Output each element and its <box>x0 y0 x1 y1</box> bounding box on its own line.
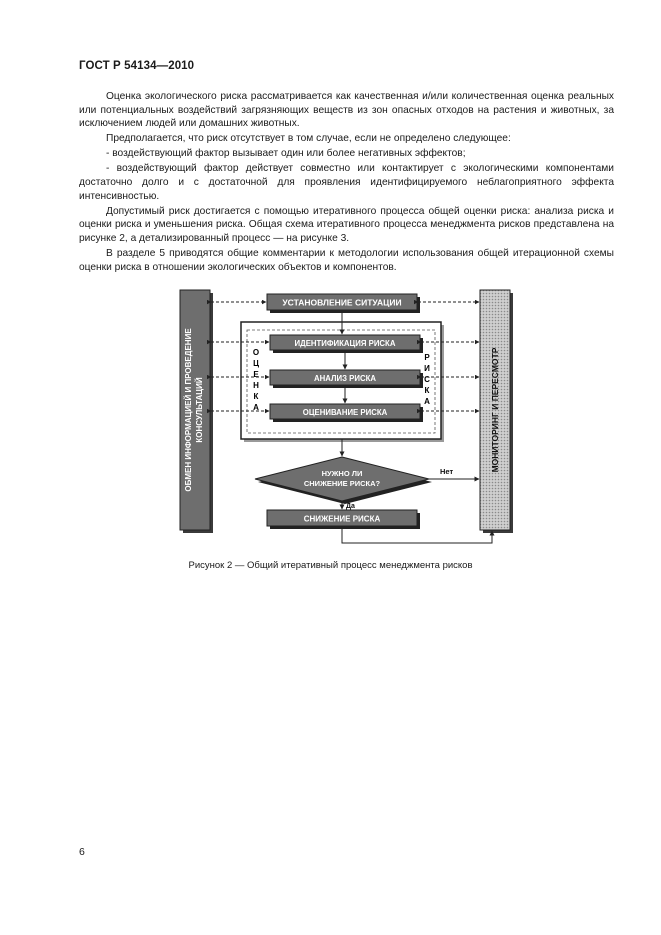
assessment-letter: К <box>253 392 259 401</box>
paragraph: В разделе 5 приводятся общие комментарии к методологии использования общей итерационной схемы оценки риска в отношении экологических объектов и компонентов. <box>79 248 614 273</box>
body-text <box>79 90 614 276</box>
assessment-letter: К <box>424 386 430 395</box>
no-label: Нет <box>440 467 454 476</box>
standard-header: ГОСТ Р 54134—2010 <box>79 60 195 72</box>
diagram-svg <box>170 280 520 555</box>
assessment-letter: Р <box>424 353 430 362</box>
risk-management-diagram <box>170 280 520 555</box>
evaluation-label: ОЦЕНИВАНИЕ РИСКА <box>302 408 388 417</box>
yes-label: Да <box>346 503 355 510</box>
identification-label: ИДЕНТИФИКАЦИЯ РИСКА <box>294 339 396 348</box>
context-label: УСТАНОВЛЕНИЕ СИТУАЦИИ <box>282 297 402 308</box>
analysis-label: АНАЛИЗ РИСКА <box>314 374 376 383</box>
paragraph: Предполагается, что риск отсутствует в том случае, если не определено следующее: <box>106 133 511 145</box>
list-item: - воздействующий фактор действует совместно или контактирует с экологическими компонентами достаточно долго и с достаточной для проявления идентифицируемого неблагоприятного эффекта интенсивностью. <box>79 163 614 202</box>
assessment-letter: А <box>424 397 430 406</box>
monitoring-label: МОНИТОРИНГ И ПЕРЕСМОТР <box>490 347 500 473</box>
page-number: 6 <box>79 846 85 858</box>
figure-caption: Рисунок 2 — Общий итеративный процесс менеджмента рисков <box>188 560 473 571</box>
decision-label-line2: СНИЖЕНИЕ РИСКА? <box>303 479 381 488</box>
list-item: - воздействующий фактор вызывает один или более негативных эффектов; <box>106 148 466 160</box>
assessment-letter: И <box>424 364 430 373</box>
assessment-letter: Н <box>253 381 259 390</box>
treatment-label: СНИЖЕНИЕ РИСКА <box>303 514 381 524</box>
assessment-letter: А <box>253 403 259 412</box>
assessment-letter: Е <box>253 370 259 379</box>
decision-label-line1: НУЖНО ЛИ <box>321 469 363 478</box>
assessment-letter: О <box>252 348 260 357</box>
communication-label-line1: ОБМЕН ИНФОРМАЦИЕЙ И ПРОВЕДЕНИЕ <box>184 328 193 492</box>
paragraph: Допустимый риск достигается с помощью итеративного процесса общей оценки риска: анализа риска и оценки риска и уменьшения риска. Общая схема итеративного процесса менеджмента рисков представлена на рисунке 2, а детализированный процесс — на рисунке 3. <box>79 205 614 244</box>
assessment-letter: С <box>424 375 430 384</box>
paragraph: Оценка экологического риска рассматривается как качественная и/или количественная оценка реальных или потенциальных воздействий загрязняющих веществ из зон опасных отходов на растения и животных, за исключением людей или домашних животных. <box>79 91 614 130</box>
assessment-letter: Ц <box>253 359 259 368</box>
communication-label-line2: КОНСУЛЬТАЦИЙ <box>195 377 204 443</box>
